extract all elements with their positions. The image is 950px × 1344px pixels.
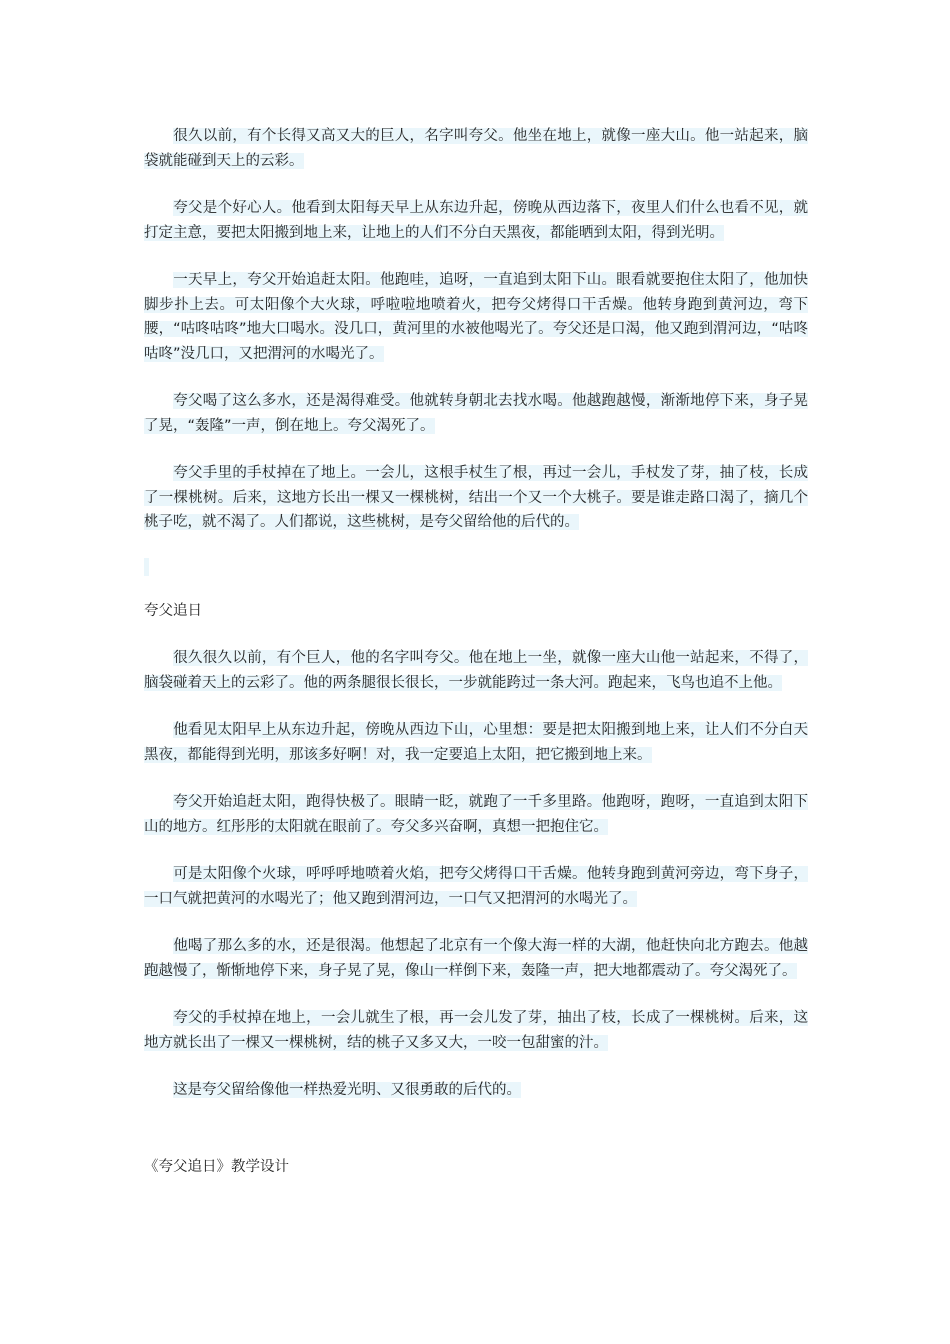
teaching-design-title: 《夸父追日》教学设计 [144,1158,289,1175]
paragraph: 这是夸父留给像他一样热爱光明、又很勇敢的后代的。 [173,1082,521,1098]
highlight-marker [144,558,149,576]
paragraph: 夸父开始追赶太阳，跑得快极了。眼睛一眨，就跑了一千多里路。他跑呀，跑呀，一直追到太阳下山的地方。红彤彤的太阳就在眼前了。夸父多兴奋啊，真想一把抱住它。 [144,794,808,835]
story-one [144,124,808,535]
paragraph: 他喝了那么多的水，还是很渴。他想起了北京有一个像大海一样的大湖，他赶快向北方跑去。他越跑越慢了，惭惭地停下来，身子晃了晃，像山一样倒下来，轰隆一声，把大地都震动了。夸父渴死了。 [144,938,808,979]
paragraph: 很久很久以前，有个巨人，他的名字叫夸父。他在地上一坐，就像一座大山他一站起来，不得了，脑袋碰着天上的云彩了。他的两条腿很长很长，一步就能跨过一条大河。跑起来，飞鸟也追不上他。 [144,650,808,691]
section-title: 夸父追日 [144,602,202,619]
paragraph: 夸父的手杖掉在地上，一会儿就生了根，再一会儿发了芽，抽出了枝，长成了一棵桃树。后来，这地方就长出了一棵又一棵桃树，结的桃子又多又大，一咬一包甜蜜的汁。 [144,1010,808,1051]
story-two [144,599,808,1103]
paragraph: 可是太阳像个火球，呼呼呼地喷着火焰，把夸父烤得口干舌燥。他转身跑到黄河旁边，弯下身子，一口气就把黄河的水喝光了；他又跑到渭河边，一口气又把渭河的水喝光了。 [144,866,808,907]
paragraph: 他看见太阳早上从东边升起，傍晚从西边下山，心里想：要是把太阳搬到地上来，让人们不分白天黑夜，都能得到光明，那该多好啊！对，我一定要追上太阳，把它搬到地上来。 [144,722,808,763]
paragraph: 夸父喝了这么多水，还是渴得难受。他就转身朝北去找水喝。他越跑越慢，渐渐地停下来，身子晃了晃，“轰隆”一声，倒在地上。夸父渴死了。 [144,393,808,434]
paragraph: 一天早上，夸父开始追赶太阳。他跑哇，追呀，一直追到太阳下山。眼看就要抱住太阳了，他加快脚步扑上去。可太阳像个大火球，呼啦啦地喷着火，把夸父烤得口干舌燥。他转身跑到黄河边，弯下腰，“咕咚咕咚”地大口喝水。没几口，黄河里的水被他喝光了。夸父还是口渴，他又跑到渭河边，“咕咚咕咚”没几口，又把渭河的水喝光了。 [144,272,808,362]
paragraph: 夸父是个好心人。他看到太阳每天早上从东边升起，傍晚从西边落下，夜里人们什么也看不见，就打定主意，要把太阳搬到地上来，让地上的人们不分白天黑夜，都能晒到太阳，得到光明。 [144,200,808,241]
paragraph: 很久以前，有个长得又高又大的巨人，名字叫夸父。他坐在地上，就像一座大山。他一站起来，脑袋就能碰到天上的云彩。 [144,128,808,169]
paragraph: 夸父手里的手杖掉在了地上。一会儿，这根手杖生了根，再过一会儿，手杖发了芽，抽了枝，长成了一棵桃树。后来，这地方长出一棵又一棵桃树，结出一个又一个大桃子。要是谁走路口渴了，摘几个桃子吃，就不渴了。人们都说，这些桃树，是夸父留给他的后代的。 [144,465,808,530]
document-body [144,124,808,1202]
